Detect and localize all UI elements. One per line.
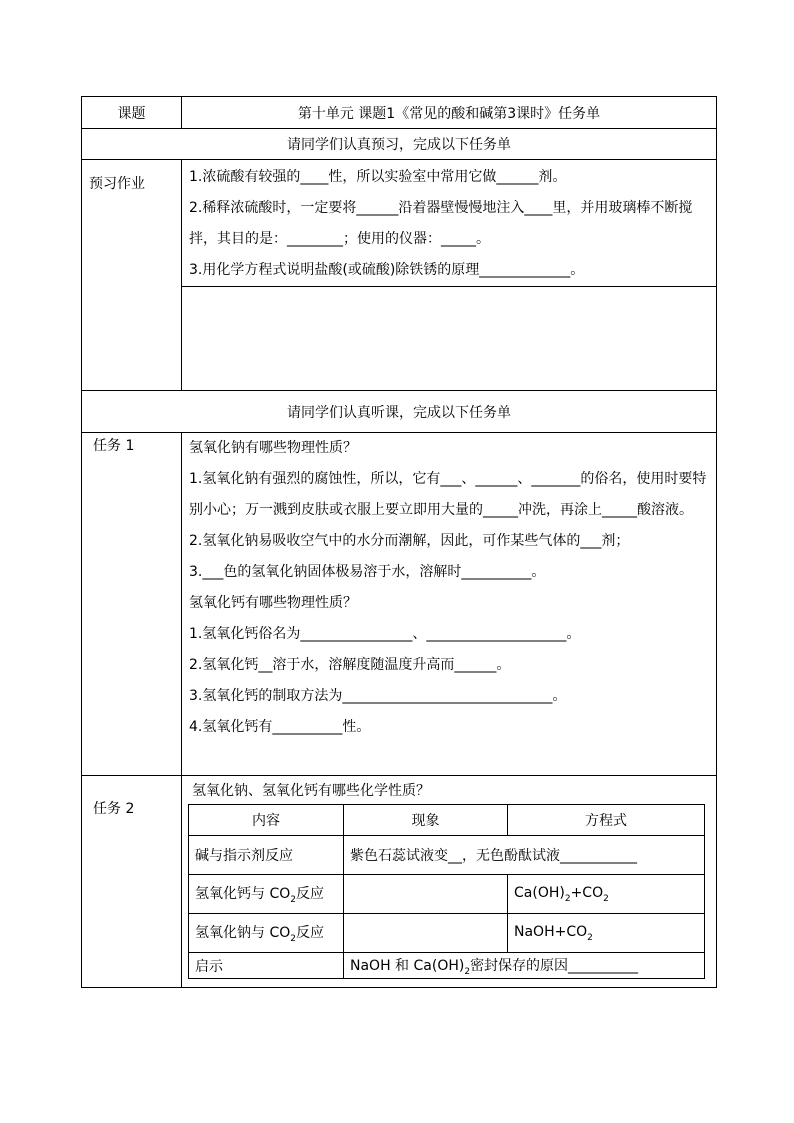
class-banner-row	[82, 391, 717, 433]
col-content-header: 内容	[189, 805, 344, 836]
row3-phenomenon	[344, 914, 508, 953]
row3-equation: $NaOH+CO_2$	[508, 914, 705, 953]
row2-equation: $Ca(OH)_2+CO_2$	[508, 875, 705, 914]
hint-text: NaOH 和 $Ca(OH)_2$密封保存的原因__________	[344, 953, 705, 979]
task1-label: 任务 1	[93, 438, 135, 454]
preview-questions	[182, 160, 717, 287]
col-phenomenon-header: 现象	[344, 805, 508, 836]
lesson-title: 第十单元 课题1《常见的酸和碱第3课时》任务单	[182, 97, 717, 129]
header-row	[82, 97, 717, 129]
preview-q2: 2.稀释浓硫酸时，一定要将______沿着器壁慢慢地注入____里，并用玻璃棒不断搅拌，其目的是：________；使用的仪器：_____。	[189, 200, 693, 247]
table-row	[189, 953, 705, 979]
task1-naoh-heading: 氢氧化钠有哪些物理性质？	[189, 440, 357, 456]
task2-label-cell	[82, 776, 182, 988]
row1-content: 碱与指示剂反应	[189, 836, 344, 875]
hint-label: 启示	[189, 953, 344, 979]
row2-phenomenon	[344, 875, 508, 914]
task1-caoh2-heading: 氢氧化钙有哪些物理性质？	[189, 595, 357, 611]
task1-q7: 4.氢氧化钙有__________性。	[189, 719, 371, 735]
class-banner: 请同学们认真听课，完成以下任务单	[82, 391, 717, 433]
task2-heading: 氢氧化钠、氢氧化钙有哪些化学性质？	[192, 783, 430, 799]
preview-banner: 请同学们认真预习，完成以下任务单	[82, 129, 717, 160]
task1-content	[182, 433, 717, 776]
preview-blank-area	[182, 287, 717, 391]
task2-content	[182, 776, 717, 988]
task1-q2: 2.氢氧化钠易吸收空气中的水分而潮解，因此，可作某些气体的___剂；	[189, 533, 630, 549]
task1-q5: 2.氢氧化钙__溶于水，溶解度随温度升高而______。	[189, 657, 511, 673]
table-row	[189, 875, 705, 914]
row1-phenomenon: 紫色石蕊试液变__，无色酚酞试液___________	[344, 836, 705, 875]
table-row	[189, 836, 705, 875]
preview-q1: 1.浓硫酸有较强的____性，所以实验室中常用它做______剂。	[189, 169, 567, 185]
task2-label: 任务 2	[93, 801, 135, 817]
table-header-row	[189, 805, 705, 836]
row2-content: 氢氧化钙与 $CO_2$反应	[189, 875, 344, 914]
task1-label-cell	[82, 433, 182, 776]
task-sheet-table	[81, 96, 717, 988]
task2-row	[82, 776, 717, 988]
preview-banner-row	[82, 129, 717, 160]
col-equation-header: 方程式	[508, 805, 705, 836]
chemical-properties-table	[188, 804, 705, 979]
row3-content: 氢氧化钠与 $CO_2$反应	[189, 914, 344, 953]
preview-label: 预习作业	[89, 176, 145, 192]
task1-q3: 3.___色的氢氧化钠固体极易溶于水，溶解时__________。	[189, 564, 546, 580]
table-row	[189, 914, 705, 953]
preview-row	[82, 160, 717, 287]
task1-row	[82, 433, 717, 776]
task-sheet	[81, 96, 716, 988]
task1-q4: 1.氢氧化钙俗名为________________、____________________。	[189, 626, 581, 642]
task1-q6: 3.氢氧化钙的制取方法为______________________________。	[189, 688, 567, 704]
preview-q3: 3.用化学方程式说明盐酸(或硫酸)除铁锈的原理_____________。	[189, 262, 585, 278]
preview-label-cell	[82, 160, 182, 391]
task1-q1: 1.氢氧化钠有强烈的腐蚀性，所以，它有___、______、_______的俗名，使用时要特别小心；万一溅到皮肤或衣服上要立即用大量的_____冲洗，再涂上_____酸溶液。	[189, 471, 707, 518]
header-label: 课题	[82, 97, 182, 129]
